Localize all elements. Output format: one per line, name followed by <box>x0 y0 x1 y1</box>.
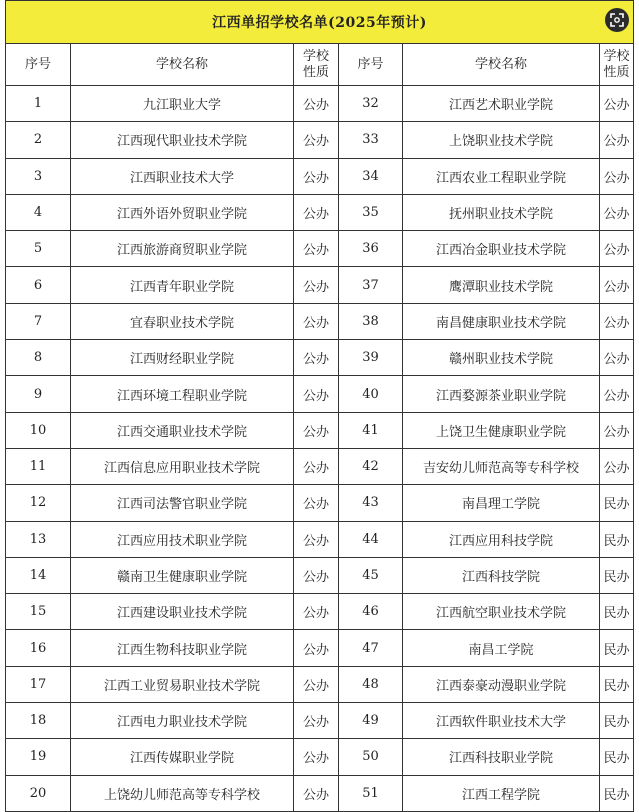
table-row <box>6 376 634 412</box>
cell-school-right: 江西科技学院 <box>403 557 600 593</box>
cell-index-right: 45 <box>339 557 403 593</box>
cell-school-left: 江西外语外贸职业学院 <box>71 194 294 230</box>
cell-index-left: 20 <box>6 775 71 811</box>
cell-type-left: 公办 <box>294 557 339 593</box>
cell-index-right: 47 <box>339 630 403 666</box>
cell-index-left: 4 <box>6 194 71 230</box>
cell-school-left: 江西司法警官职业学院 <box>71 485 294 521</box>
expand-icon <box>610 13 624 27</box>
cell-type-left: 公办 <box>294 376 339 412</box>
table-row <box>6 231 634 267</box>
cell-school-right: 江西航空职业技术学院 <box>403 594 600 630</box>
cell-index-left: 11 <box>6 448 71 484</box>
cell-type-left: 公办 <box>294 412 339 448</box>
cell-type-right: 民办 <box>600 485 634 521</box>
cell-school-left: 江西青年职业学院 <box>71 267 294 303</box>
table-row <box>6 485 634 521</box>
cell-type-left: 公办 <box>294 739 339 775</box>
cell-school-right: 上饶卫生健康职业学院 <box>403 412 600 448</box>
cell-type-right: 公办 <box>600 122 634 158</box>
table-row <box>6 267 634 303</box>
cell-school-right: 江西婺源茶业职业学院 <box>403 376 600 412</box>
cell-school-left: 江西职业技术大学 <box>71 158 294 194</box>
cell-index-left: 2 <box>6 122 71 158</box>
cell-school-right: 抚州职业技术学院 <box>403 194 600 230</box>
cell-index-left: 17 <box>6 666 71 702</box>
cell-index-right: 43 <box>339 485 403 521</box>
cell-index-left: 3 <box>6 158 71 194</box>
cell-type-right: 民办 <box>600 521 634 557</box>
cell-school-left: 江西应用技术职业学院 <box>71 521 294 557</box>
cell-type-left: 公办 <box>294 303 339 339</box>
cell-school-right: 南昌工学院 <box>403 630 600 666</box>
cell-index-right: 39 <box>339 340 403 376</box>
cell-index-left: 16 <box>6 630 71 666</box>
cell-index-left: 6 <box>6 267 71 303</box>
table-row <box>6 557 634 593</box>
cell-school-left: 上饶幼儿师范高等专科学校 <box>71 775 294 811</box>
cell-type-right: 民办 <box>600 594 634 630</box>
table-title: 江西单招学校名单(2025年预计) <box>6 1 634 44</box>
cell-index-right: 40 <box>339 376 403 412</box>
cell-type-left: 公办 <box>294 340 339 376</box>
table-row <box>6 194 634 230</box>
cell-type-left: 公办 <box>294 485 339 521</box>
cell-school-right: 江西软件职业技术大学 <box>403 703 600 739</box>
cell-type-left: 公办 <box>294 267 339 303</box>
table-row <box>6 739 634 775</box>
cell-index-right: 50 <box>339 739 403 775</box>
cell-school-left: 江西信息应用职业技术学院 <box>71 448 294 484</box>
cell-school-left: 九江职业大学 <box>71 86 294 122</box>
table-row <box>6 86 634 122</box>
cell-school-right: 南昌理工学院 <box>403 485 600 521</box>
cell-index-right: 32 <box>339 86 403 122</box>
header-index-right: 序号 <box>339 44 403 86</box>
cell-school-right: 鹰潭职业技术学院 <box>403 267 600 303</box>
cell-type-right: 公办 <box>600 448 634 484</box>
header-type-left: 学校 性质 <box>294 44 339 86</box>
cell-school-right: 江西科技职业学院 <box>403 739 600 775</box>
cell-school-right: 江西冶金职业技术学院 <box>403 231 600 267</box>
cell-type-left: 公办 <box>294 194 339 230</box>
school-table <box>5 0 634 812</box>
cell-index-left: 14 <box>6 557 71 593</box>
cell-type-right: 公办 <box>600 86 634 122</box>
cell-type-right: 民办 <box>600 703 634 739</box>
table-row <box>6 521 634 557</box>
cell-type-right: 公办 <box>600 267 634 303</box>
cell-type-left: 公办 <box>294 594 339 630</box>
cell-index-right: 51 <box>339 775 403 811</box>
cell-school-right: 江西艺术职业学院 <box>403 86 600 122</box>
cell-school-left: 江西现代职业技术学院 <box>71 122 294 158</box>
cell-type-left: 公办 <box>294 231 339 267</box>
cell-index-right: 37 <box>339 267 403 303</box>
cell-school-left: 江西交通职业技术学院 <box>71 412 294 448</box>
cell-type-left: 公办 <box>294 703 339 739</box>
cell-index-left: 7 <box>6 303 71 339</box>
cell-type-left: 公办 <box>294 448 339 484</box>
cell-school-right: 赣州职业技术学院 <box>403 340 600 376</box>
cell-index-right: 35 <box>339 194 403 230</box>
title-row <box>6 1 634 44</box>
cell-index-right: 36 <box>339 231 403 267</box>
cell-type-left: 公办 <box>294 86 339 122</box>
table-row <box>6 666 634 702</box>
cell-index-right: 49 <box>339 703 403 739</box>
cell-index-left: 9 <box>6 376 71 412</box>
cell-index-right: 34 <box>339 158 403 194</box>
header-row <box>6 44 634 86</box>
cell-index-left: 12 <box>6 485 71 521</box>
cell-school-right: 江西工程学院 <box>403 775 600 811</box>
table-row <box>6 775 634 811</box>
cell-index-right: 33 <box>339 122 403 158</box>
cell-type-right: 公办 <box>600 194 634 230</box>
cell-type-right: 民办 <box>600 630 634 666</box>
cell-index-left: 8 <box>6 340 71 376</box>
cell-school-left: 江西生物科技职业学院 <box>71 630 294 666</box>
cell-index-left: 13 <box>6 521 71 557</box>
cell-school-left: 宜春职业技术学院 <box>71 303 294 339</box>
cell-type-right: 公办 <box>600 303 634 339</box>
header-type-right: 学校 性质 <box>600 44 634 86</box>
cell-school-left: 赣南卫生健康职业学院 <box>71 557 294 593</box>
cell-type-left: 公办 <box>294 666 339 702</box>
cell-school-left: 江西工业贸易职业技术学院 <box>71 666 294 702</box>
cell-index-right: 41 <box>339 412 403 448</box>
cell-index-left: 15 <box>6 594 71 630</box>
cell-type-right: 公办 <box>600 340 634 376</box>
cell-type-left: 公办 <box>294 158 339 194</box>
cell-type-right: 民办 <box>600 666 634 702</box>
table-row <box>6 703 634 739</box>
cell-school-right: 江西泰豪动漫职业学院 <box>403 666 600 702</box>
cell-index-right: 48 <box>339 666 403 702</box>
cell-index-right: 38 <box>339 303 403 339</box>
cell-type-left: 公办 <box>294 630 339 666</box>
table-row <box>6 158 634 194</box>
cell-type-right: 公办 <box>600 231 634 267</box>
table-row <box>6 303 634 339</box>
table-body <box>6 86 634 812</box>
cell-school-right: 江西农业工程职业学院 <box>403 158 600 194</box>
table-row <box>6 412 634 448</box>
cell-type-left: 公办 <box>294 521 339 557</box>
cell-type-left: 公办 <box>294 775 339 811</box>
cell-index-left: 1 <box>6 86 71 122</box>
cell-type-right: 民办 <box>600 557 634 593</box>
cell-index-left: 19 <box>6 739 71 775</box>
cell-school-left: 江西环境工程职业学院 <box>71 376 294 412</box>
cell-type-right: 民办 <box>600 739 634 775</box>
header-index-left: 序号 <box>6 44 71 86</box>
cell-type-left: 公办 <box>294 122 339 158</box>
cell-index-right: 44 <box>339 521 403 557</box>
cell-school-left: 江西建设职业技术学院 <box>71 594 294 630</box>
cell-index-left: 18 <box>6 703 71 739</box>
expand-button[interactable] <box>605 8 629 32</box>
table-row <box>6 594 634 630</box>
cell-index-right: 42 <box>339 448 403 484</box>
table-row <box>6 448 634 484</box>
table-row <box>6 630 634 666</box>
cell-school-right: 南昌健康职业技术学院 <box>403 303 600 339</box>
cell-school-left: 江西财经职业学院 <box>71 340 294 376</box>
cell-type-right: 公办 <box>600 376 634 412</box>
cell-index-left: 10 <box>6 412 71 448</box>
cell-type-right: 公办 <box>600 158 634 194</box>
header-school-left: 学校名称 <box>71 44 294 86</box>
cell-type-right: 公办 <box>600 412 634 448</box>
cell-school-right: 江西应用科技学院 <box>403 521 600 557</box>
cell-school-left: 江西旅游商贸职业学院 <box>71 231 294 267</box>
cell-school-right: 上饶职业技术学院 <box>403 122 600 158</box>
cell-type-right: 民办 <box>600 775 634 811</box>
cell-school-right: 吉安幼儿师范高等专科学校 <box>403 448 600 484</box>
table-row <box>6 122 634 158</box>
cell-school-left: 江西电力职业技术学院 <box>71 703 294 739</box>
cell-school-left: 江西传媒职业学院 <box>71 739 294 775</box>
header-school-right: 学校名称 <box>403 44 600 86</box>
cell-index-left: 5 <box>6 231 71 267</box>
cell-index-right: 46 <box>339 594 403 630</box>
table-row <box>6 340 634 376</box>
